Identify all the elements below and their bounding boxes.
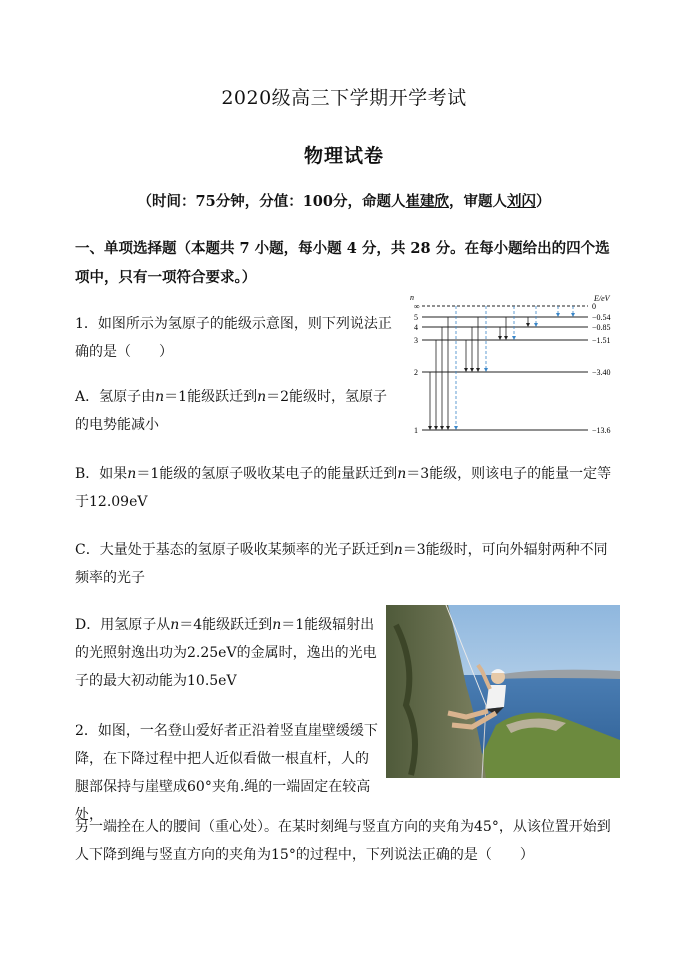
arrow-head	[512, 336, 516, 340]
option-text: D．用氢原子从	[75, 617, 171, 633]
arrow-head	[464, 368, 468, 372]
subject-title: 物理试卷	[303, 145, 384, 167]
meta-prefix: （时间：75分钟，分值：100分，命题人	[137, 193, 406, 210]
option-text: ＝1能级跃迁到	[164, 389, 258, 405]
arrow-head	[440, 426, 444, 430]
level-energy-label: −3.40	[592, 368, 611, 377]
meta-mid: ，审题人	[448, 193, 507, 210]
question-1-option-d	[75, 611, 380, 695]
arrow-head	[526, 323, 530, 327]
reviewer-name: 刘闪	[506, 193, 536, 210]
option-text: ＝1能级辐射出的光照射逸出功为2.25eV的金属时，逸出的光电子的最大初动能为10.5eV	[75, 617, 377, 689]
arrow-head	[498, 336, 502, 340]
level-n-label: 4	[414, 323, 418, 332]
level-n-label: 2	[414, 368, 418, 377]
arrow-head	[484, 368, 488, 372]
energy-level-diagram	[408, 292, 623, 442]
variable-n: n	[127, 466, 137, 482]
arrow-head	[504, 336, 508, 340]
option-text: B．如果	[75, 466, 128, 482]
option-text: A．氢原子由	[75, 389, 156, 405]
question-2-stem-part-1: 2．如图，一名登山爱好者正沿着竖直崖壁缓缓下降，在下降过程中把人近似看做一根直杆，人的腿部保持与崖壁成60°夹角.绳的一端固定在较高处，	[75, 723, 378, 823]
level-n-label: 1	[414, 426, 418, 435]
question-1-stem: 1．如图所示为氢原子的能级示意图，则下列说法正确的是（ ）	[75, 316, 392, 360]
option-text: C．大量处于基态的氢原子吸收某频率的光子跃迁到	[75, 542, 394, 558]
arrow-head	[454, 426, 458, 430]
level-energy-label: −0.54	[592, 313, 611, 322]
level-energy-label: −13.6	[592, 426, 611, 435]
option-text: ＝1能级的氢原子吸收某电子的能量跃迁到	[136, 466, 398, 482]
level-energy-label: −0.85	[592, 323, 611, 332]
arrow-head	[534, 323, 538, 327]
option-text: ＝3能级，则该电子的能量一定等于12.09eV	[75, 466, 612, 510]
energy-unit: E/eV	[594, 294, 610, 303]
option-text: ＝3能级时，可向外辐射两种不同频率的光子	[75, 542, 608, 586]
level-n-label: ∞	[414, 302, 420, 311]
option-text: ＝4能级跃迁到	[179, 617, 273, 633]
variable-n: n	[272, 617, 282, 633]
variable-n: n	[393, 542, 403, 558]
climber-photo	[386, 605, 620, 778]
question-2-stem-part-2: 另一端拴在人的腰间（重心处）。在某时刻绳与竖直方向的夹角为45°，从该位置开始到人下降到绳与竖直方向的夹角为15°的过程中，下列说法正确的是（ ）	[75, 819, 611, 863]
arrow-head	[556, 313, 560, 317]
arrow-head	[571, 313, 575, 317]
arrow-head	[470, 368, 474, 372]
level-energy-label: 0	[592, 302, 596, 311]
section-heading: 一、单项选择题（本题共 7 小题，每小题 4 分，共 28 分。在每小题给出的四个选项中，只有一项符合要求。）	[75, 240, 610, 286]
meta-suffix: ）	[535, 193, 551, 210]
variable-n: n	[397, 466, 407, 482]
exam-title: 2020级高三下学期开学考试	[221, 87, 467, 109]
variable-n: n	[257, 389, 267, 405]
level-energy-label: −1.51	[592, 336, 611, 345]
arrow-head	[434, 426, 438, 430]
level-n-label: 3	[414, 336, 418, 345]
variable-n: n	[170, 617, 180, 633]
author-name: 崔建欣	[405, 193, 449, 210]
exam-meta	[0, 190, 688, 211]
question-1-option-b	[75, 460, 620, 516]
level-n-label: 5	[414, 313, 418, 322]
option-text: ＝2能级时，氢原子的电势能减小	[75, 389, 388, 433]
arrow-head	[428, 426, 432, 430]
variable-n: n	[155, 389, 165, 405]
arrow-head	[446, 426, 450, 430]
transition-arrows	[428, 306, 575, 430]
question-1-option-c	[75, 536, 620, 592]
question-1-option-a	[75, 383, 395, 439]
energy-levels	[414, 302, 611, 435]
n-axis-label: n	[410, 293, 414, 302]
arrow-head	[476, 368, 480, 372]
